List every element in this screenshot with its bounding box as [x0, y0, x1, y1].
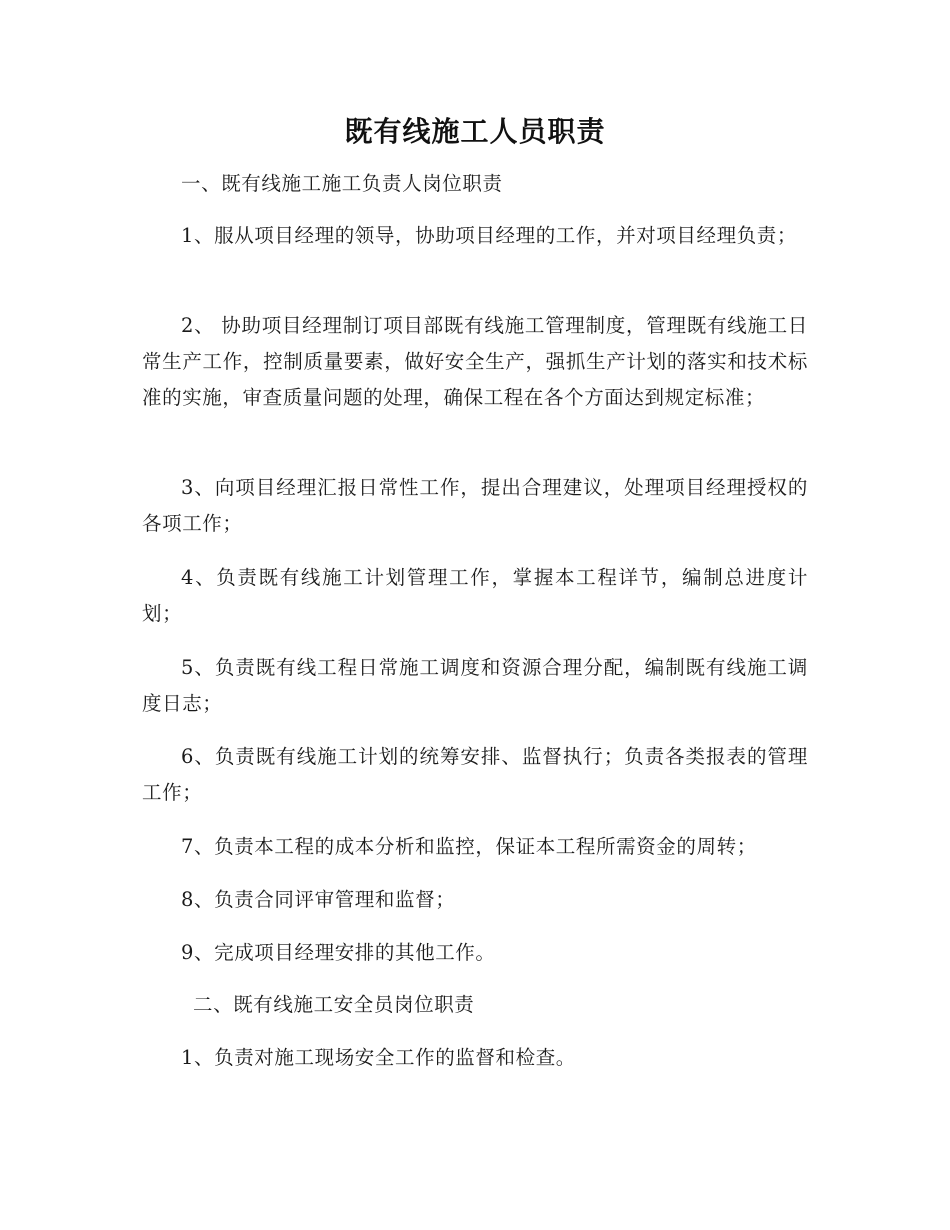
- section-heading-2: 二、既有线施工安全员岗位职责: [193, 993, 475, 1016]
- paragraph-item-1: 1、服从项目经理的领导，协助项目经理的工作，并对项目经理负责；: [181, 224, 798, 247]
- paragraph-item-10: 1、负责对施工现场安全工作的监督和检查。: [181, 1046, 576, 1069]
- paragraph-item-7: 7、负责本工程的成本分析和监控，保证本工程所需资金的周转；: [181, 835, 757, 858]
- paragraph-item-9: 9、完成项目经理安排的其他工作。: [181, 941, 496, 964]
- paragraph-item-5: 5、负责既有线工程日常施工调度和资源合理分配，编制既有线施工调度日志；: [142, 656, 808, 715]
- paragraph-item-2: 2、 协助项目经理制订项目部既有线施工管理制度，管理既有线施工日常生产工作，控制质量要素，做好安全生产，强抓生产计划的落实和技术标准的实施，审查质量问题的处理，确保工程在各个方面达到规定标准；: [142, 314, 808, 409]
- section-heading-1: 一、既有线施工施工负责人岗位职责: [181, 172, 503, 195]
- paragraph-item-6: 6、负责既有线施工计划的统筹安排、监督执行；负责各类报表的管理工作；: [142, 745, 808, 804]
- paragraph-item-4: 4、负责既有线施工计划管理工作，掌握本工程详节，编制总进度计划；: [142, 566, 808, 625]
- paragraph-item-8: 8、负责合同评审管理和监督；: [181, 888, 456, 911]
- document-title: 既有线施工人员职责: [344, 115, 606, 148]
- paragraph-item-3: 3、向项目经理汇报日常性工作，提出合理建议，处理项目经理授权的各项工作；: [142, 476, 808, 535]
